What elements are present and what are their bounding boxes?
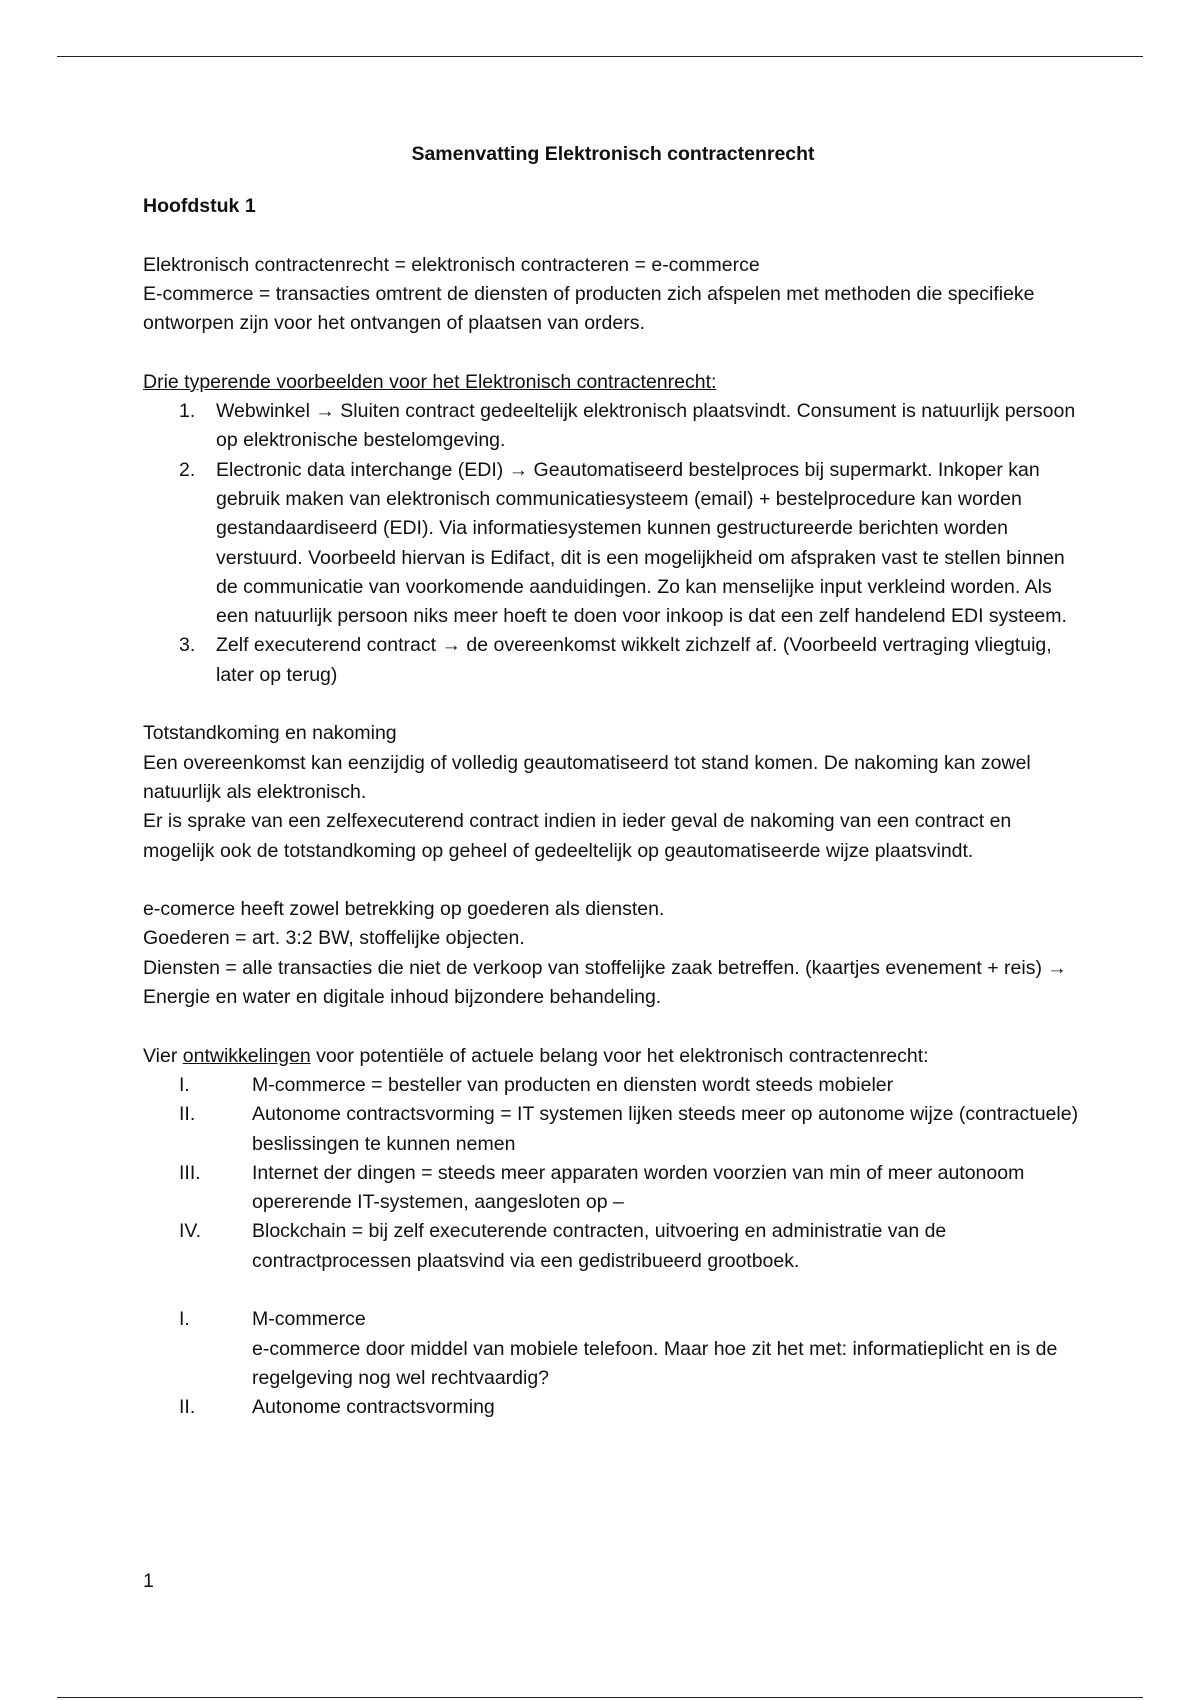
totstandkoming-paragraph-1: Een overeenkomst kan eenzijdig of volledig geautomatiseerd tot stand komen. De nakoming kan zowel natuurlijk als elektronisch. <box>143 751 1031 803</box>
list-item: II. Autonome contractsvorming <box>143 1393 1083 1422</box>
totstandkoming-paragraph-2: Er is sprake van een zelfexecuterend contract indien in ieder geval de nakoming van een contract en mogelijk ook de totstandkoming op geheel of gedeeltelijk op geautomatiseerde wijze plaatsvindt. <box>143 810 1012 862</box>
list-item: III. Internet der dingen = steeds meer apparaten worden voorzien van min of meer autonoom opererende IT-systemen, aangesloten op – <box>179 1161 1025 1214</box>
footer-rule <box>57 1697 1143 1698</box>
totstandkoming-heading: Totstandkoming en nakoming <box>143 722 397 745</box>
examples-list <box>143 397 1083 690</box>
detail-text: e-commerce door middel van mobiele telefoon. Maar hoe zit het met: informatieplicht en is de regelgeving nog wel rechtvaardig? <box>252 1337 1058 1389</box>
detail-title: M-commerce <box>252 1308 366 1331</box>
list-item: I. M-commerce e-commerce door middel van mobiele telefoon. Maar hoe zit het met: informatieplicht en is de regelgeving nog wel rechtvaardig? <box>143 1305 1083 1393</box>
details-list <box>143 1305 1083 1422</box>
list-item: II. Autonome contractsvorming = IT systemen lijken steeds meer op autonome wijze (contractuele) beslissingen te kunnen nemen <box>179 1103 1079 1155</box>
ontwikkelingen-intro: Vier ontwikkelingen voor potentiële of actuele belang voor het elektronisch contractenrecht: <box>143 1044 929 1067</box>
goederen-line-1: e-comerce heeft zowel betrekking op goederen als diensten. <box>143 898 665 921</box>
page-number: 1 <box>143 1570 154 1592</box>
document-page <box>143 140 1083 1422</box>
ontwikkelingen-keyword: ontwikkelingen <box>182 1044 311 1067</box>
document-title: Samenvatting Elektronisch contractenrecht <box>411 143 815 165</box>
list-item: 2. Electronic data interchange (EDI) → Geautomatiseerd bestelproces bij supermarkt. Inkoper kan gebruik maken van elektronisch communicatiesysteem (email) + bestelprocedure kan worden gestandaardiseerd (EDI). Via informatiesystemen kunnen gestructureerde berichten worden verstuurd. Voorbeeld hiervan is Edifact, dit is een mogelijkheid om afspraken vast te stellen binnen de communicatie van voorkomende aanduidingen. Zo kan menselijke input verkleind worden. Als een natuurlijk persoon niks meer hoeft te doen voor inkoop is dat een zelf handelend EDI systeem. <box>179 458 1067 628</box>
examples-heading: Drie typerende voorbeelden voor het Elektronisch contractenrecht: <box>143 370 717 393</box>
list-item: 1. Webwinkel → Sluiten contract gedeeltelijk elektronisch plaatsvindt. Consument is natuurlijk persoon op elektronische bestelomgeving. <box>179 400 1076 452</box>
goederen-line-3: Diensten = alle transacties die niet de verkoop van stoffelijke zaak betreffen. (kaartjes evenement + reis) → Energie en water en digitale inhoud bijzondere behandeling. <box>143 956 1067 1009</box>
ontwikkelingen-list <box>143 1071 1083 1276</box>
detail-title: Autonome contractsvorming <box>252 1396 495 1419</box>
list-item: I. M-commerce = besteller van producten en diensten wordt steeds mobieler <box>179 1073 894 1096</box>
list-item: 3. Zelf executerend contract → de overeenkomst wikkelt zichzelf af. (Voorbeeld vertraging vliegtuig, later op terug) <box>179 634 1052 686</box>
goederen-line-2: Goederen = art. 3:2 BW, stoffelijke objecten. <box>143 927 525 950</box>
intro-line-1: Elektronisch contractenrecht = elektronisch contracteren = e-commerce <box>143 253 760 276</box>
chapter-heading: Hoofdstuk 1 <box>143 195 256 218</box>
header-rule <box>57 56 1143 57</box>
list-item: IV. Blockchain = bij zelf executerende contracten, uitvoering en administratie van de contractprocessen plaatsvind via een gedistribueerd grootboek. <box>179 1220 947 1272</box>
intro-line-2: E-commerce = transacties omtrent de diensten of producten zich afspelen met methoden die specifieke ontworpen zijn voor het ontvangen of plaatsen van orders. <box>143 282 1035 335</box>
